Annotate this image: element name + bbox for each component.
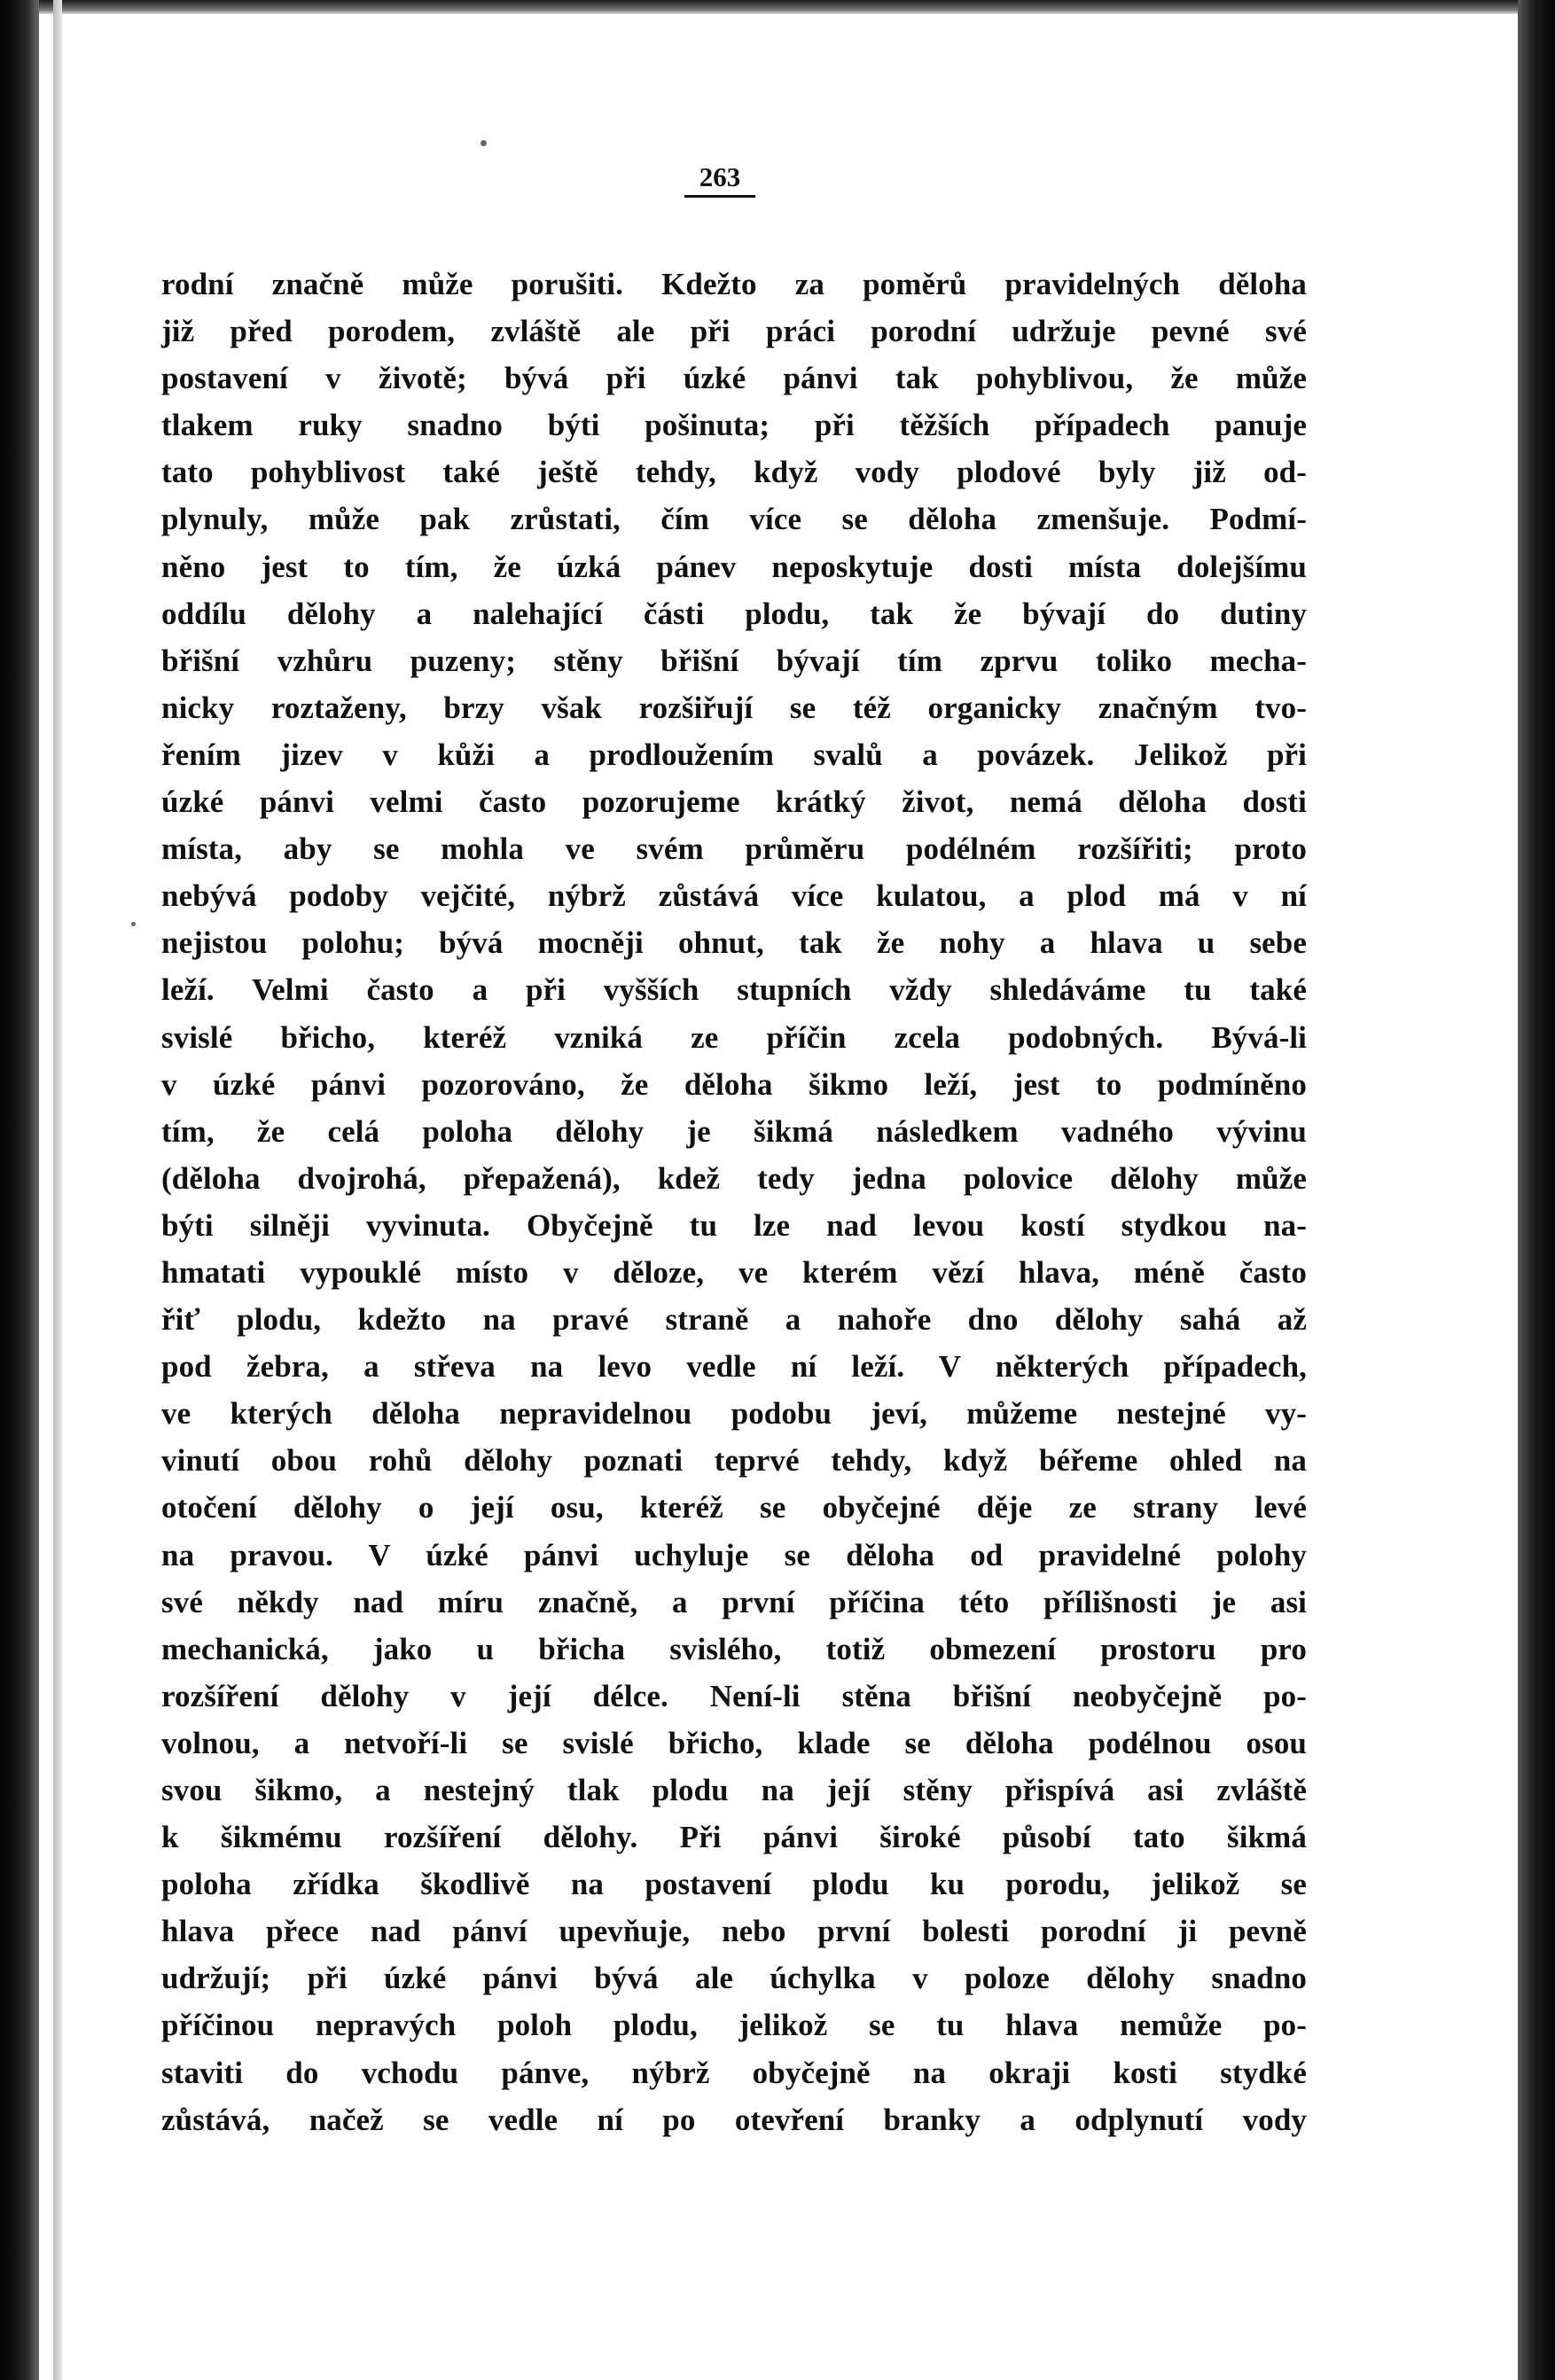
scan-binding-shadow	[53, 0, 62, 2380]
text-line: vinutí obou rohů dělohy poznati teprvé tehdy, když béřeme ohled na	[161, 1443, 1307, 1479]
page-number: 263	[684, 161, 755, 198]
text-line: na pravou. V úzké pánvi uchyluje se děloha od pravidelné polohy	[161, 1537, 1307, 1572]
text-line: v úzké pánvi pozorováno, že děloha šikmo leží, jest to podmíněno	[161, 1066, 1307, 1102]
text-line: hlava přece nad pánví upevňuje, nebo první bolesti porodní ji pevně	[161, 1914, 1307, 1949]
text-line: svou šikmo, a nestejný tlak plodu na její stěny přispívá asi zvláště	[161, 1773, 1307, 1807]
text-line: řiť plodu, kdežto na pravé straně a nahoře dno dělohy sahá až	[161, 1302, 1307, 1338]
text-line: býti silněji vyvinuta. Obyčejně tu lze nad levou kostí stydkou na-	[161, 1207, 1307, 1243]
text-line: něno jest to tím, že úzká pánev neposkytuje dosti místa dolejšímu	[161, 549, 1307, 584]
text-line: nicky roztaženy, brzy však rozšiřují se též organicky značným tvo-	[161, 690, 1307, 725]
dust-speck	[481, 140, 487, 146]
text-line: poloha zřídka škodlivě na postavení plodu ku porodu, jelikož se	[161, 1867, 1307, 1902]
text-line: svislé břicho, kteréž vzniká ze příčin zcela podobných. Bývá-li	[161, 1019, 1307, 1055]
text-line: rozšíření dělohy v její délce. Není-li stěna břišní neobyčejně po-	[161, 1678, 1307, 1713]
text-line: tím, že celá poloha dělohy je šikmá následkem vadného vývinu	[161, 1113, 1307, 1149]
scan-left-edge	[0, 0, 39, 2380]
text-line: mechanická, jako u břicha svislého, totiž obmezení prostoru pro	[161, 1631, 1307, 1666]
text-line: otočení dělohy o její osu, kteréž se obyčejné děje ze strany levé	[161, 1490, 1307, 1526]
text-line: hmatati vypouklé místo v děloze, ve kterém vězí hlava, méně často	[161, 1254, 1307, 1290]
text-line: leží. Velmi často a při vyšších stupních vždy shledáváme tu také	[161, 972, 1307, 1008]
text-line: řením jizev v kůži a prodloužením svalů a povázek. Jelikož při	[161, 737, 1307, 772]
text-line: plynuly, může pak zrůstati, čím více se děloha zmenšuje. Podmí-	[161, 502, 1307, 537]
text-line: již před porodem, zvláště ale při práci porodní udržuje pevné své	[161, 314, 1307, 349]
text-line: zůstává, načež se vedle ní po otevření branky a odplynutí vody	[161, 2102, 1307, 2137]
text-line: k šikmému rozšíření dělohy. Při pánvi široké působí tato šikmá	[161, 1820, 1307, 1855]
text-line: postavení v životě; bývá při úzké pánvi tak pohyblivou, že může	[161, 361, 1307, 396]
text-line: tlakem ruky snadno býti pošinuta; při těžších případech panuje	[161, 408, 1307, 443]
text-line: ve kterých děloha nepravidelnou podobu jeví, můžeme nestejné vy-	[161, 1396, 1307, 1432]
text-line: udržují; při úzké pánvi bývá ale úchylka v poloze dělohy snadno	[161, 1961, 1307, 1996]
scan-top-edge	[0, 0, 1555, 14]
scan-right-edge	[1518, 0, 1555, 2380]
body-text	[161, 261, 1307, 2143]
text-line: břišní vzhůru puzeny; stěny břišní bývají tím zprvu toliko mecha-	[161, 643, 1307, 678]
text-line: své někdy nad míru značně, a první příčina této přílišnosti je asi	[161, 1584, 1307, 1619]
text-line: úzké pánvi velmi často pozorujeme krátký život, nemá děloha dosti	[161, 784, 1307, 820]
text-line: rodní značně může porušiti. Kdežto za poměrů pravidelných děloha	[161, 267, 1307, 301]
text-line: (děloha dvojrohá, přepažená), kdež tedy jedna polovice dělohy může	[161, 1160, 1307, 1196]
text-line: volnou, a netvoří-li se svislé břicho, klade se děloha podélnou osou	[161, 1725, 1307, 1760]
text-line: staviti do vchodu pánve, nýbrž obyčejně na okraji kosti stydké	[161, 2055, 1307, 2090]
text-line: oddílu dělohy a nalehající části plodu, tak že bývají do dutiny	[161, 596, 1307, 631]
text-line: místa, aby se mohla ve svém průměru podélném rozšířiti; proto	[161, 831, 1307, 867]
text-line: nejistou polohu; bývá mocněji ohnut, tak že nohy a hlava u sebe	[161, 925, 1307, 961]
text-line: tato pohyblivost také ještě tehdy, když vody plodové byly již od-	[161, 455, 1307, 490]
text-line: příčinou nepravých poloh plodu, jelikož se tu hlava nemůže po-	[161, 2008, 1307, 2043]
text-line: pod žebra, a střeva na levo vedle ní leží. V některých případech,	[161, 1349, 1307, 1385]
dust-speck	[131, 922, 136, 926]
text-line: nebývá podoby vejčité, nýbrž zůstává více kulatou, a plod má v ní	[161, 878, 1307, 914]
